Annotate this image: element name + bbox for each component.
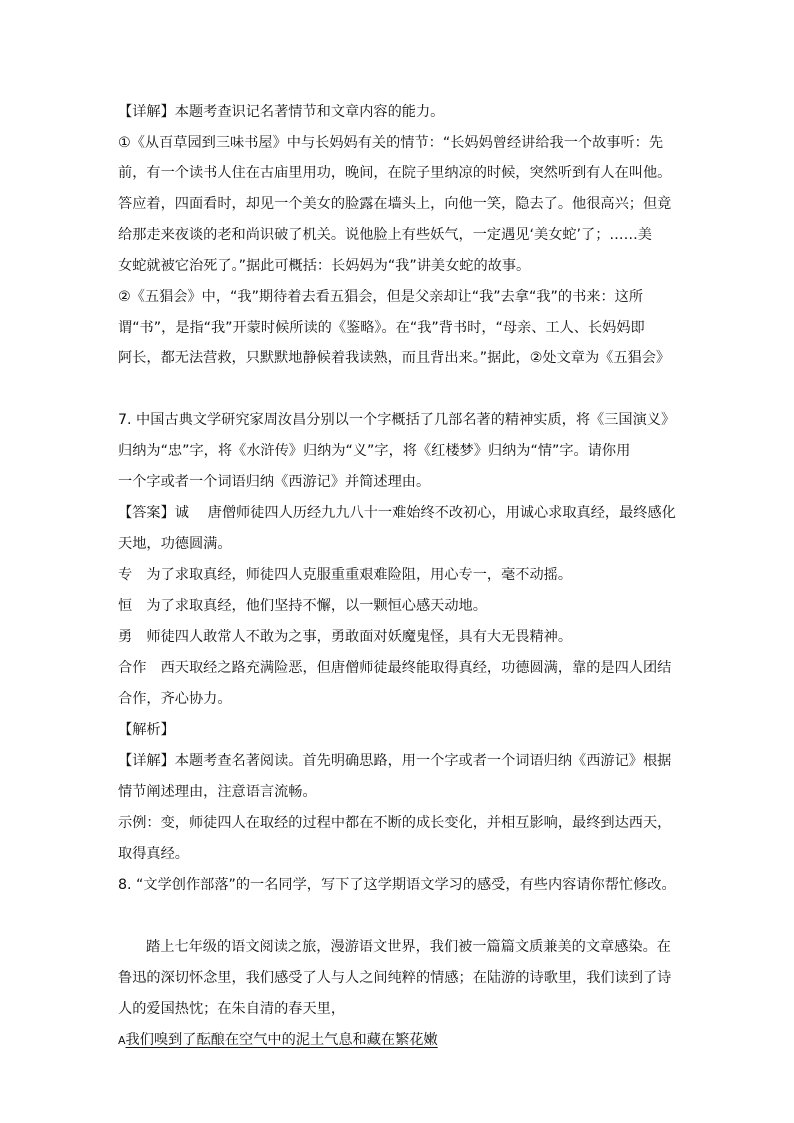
text-line: 给那走来夜谈的老和尚识破了机关。说他脸上有些妖气，一定遇见‘美女蛇’了；……美 (118, 227, 652, 243)
text-line: 谓“书”，是指“我”开蒙时候所读的《鉴略》。在“我”背书时，“母亲、工人、长妈妈即 (118, 320, 645, 336)
answer-line: 【答案】诚 唐僧师徒四人历经九九八十一难始终不改初心，用诚心求取真经，最终感化 (118, 505, 676, 521)
text-line: 合作 西天取经之路充满险恶，但唐僧师徒最终能取得真经，功德圆满，靠的是四人团结 (118, 660, 672, 676)
text-line: 【详解】本题考查识记名著情节和文章内容的能力。 (118, 104, 445, 120)
text-line: 归纳为“忠”字，将《水浒传》归纳为“义”字，将《红楼梦》归纳为“情”字。请你用 (118, 443, 631, 459)
text-line: 合作，齐心协力。 (118, 691, 232, 707)
text-line: 前，有一个读书人住在古庙里用功，晚间，在院子里纳凉的时候，突然听到有人在叫他。 (118, 165, 672, 181)
sentence-marker: A (118, 1034, 126, 1047)
paragraph-line: 人的爱国热忱；在朱自清的春天里， (118, 1001, 346, 1017)
question-7-line: 7. 中国古典文学研究家周汝昌分别以一个字概括了几部名著的精神实质，将《三国演义》 (118, 412, 676, 428)
paragraph-line (118, 1030, 688, 1051)
text-line: 女蛇就被它治死了。”据此可概括：长妈妈为“我”讲美女蛇的故事。 (118, 258, 531, 274)
question-8-line: 8. “文学创作部落”的一名同学，写下了这学期语文学习的感受，有些内容请你帮忙修改。 (118, 877, 676, 893)
text-line: ②《五猖会》中，“我”期待着去看五猖会，但是父亲却让“我”去拿“我”的书来：这所 (118, 289, 644, 305)
underlined-sentence: 我们嗅到了酝酿在空气中的泥土气息和藏在繁花嫩 (125, 1032, 438, 1048)
paragraph-line: 鲁迅的深切怀念里，我们感受了人与人之间纯粹的情感；在陆游的诗歌里，我们读到了诗 (118, 970, 672, 986)
text-line: 一个字或者一个词语归纳《西游记》并简述理由。 (118, 474, 431, 490)
text-line: ①《从百草园到三味书屋》中与长妈妈有关的情节：“长妈妈曾经讲给我一个故事听：先 (118, 135, 664, 151)
text-line: 专 为了求取真经，师徒四人克服重重艰难险阻，用心专一，毫不动摇。 (118, 567, 573, 583)
text-line: 勇 师徒四人敢常人不敢为之事，勇敢面对妖魔鬼怪，具有大无畏精神。 (118, 629, 573, 645)
text-line: 情节阐述理由，注意语言流畅。 (118, 784, 317, 800)
analysis-heading: 【解析】 (118, 722, 175, 738)
text-line: 答应着，四面看时，却见一个美女的脸露在墙头上，向他一笑，隐去了。他很高兴；但竟 (118, 196, 672, 212)
text-line: 【详解】本题考查名著阅读。首先明确思路，用一个字或者一个词语归纳《西游记》根据 (118, 753, 672, 769)
text-line: 示例：变，师徒四人在取经的过程中都在不断的成长变化，并相互影响，最终到达西天， (118, 815, 672, 831)
text-line: 取得真经。 (118, 846, 189, 862)
text-line: 天地，功德圆满。 (118, 536, 232, 552)
text-line: 恒 为了求取真经，他们坚持不懈，以一颗恒心感天动地。 (118, 598, 487, 614)
paragraph-line: 踏上七年级的语文阅读之旅，漫游语文世界，我们被一篇篇文质兼美的文章感染。在 (146, 939, 671, 955)
text-line: 阿长，都无法营救，只默默地静候着我读熟，而且背出来。”据此，②处文章为《五猖会》 (118, 350, 671, 366)
